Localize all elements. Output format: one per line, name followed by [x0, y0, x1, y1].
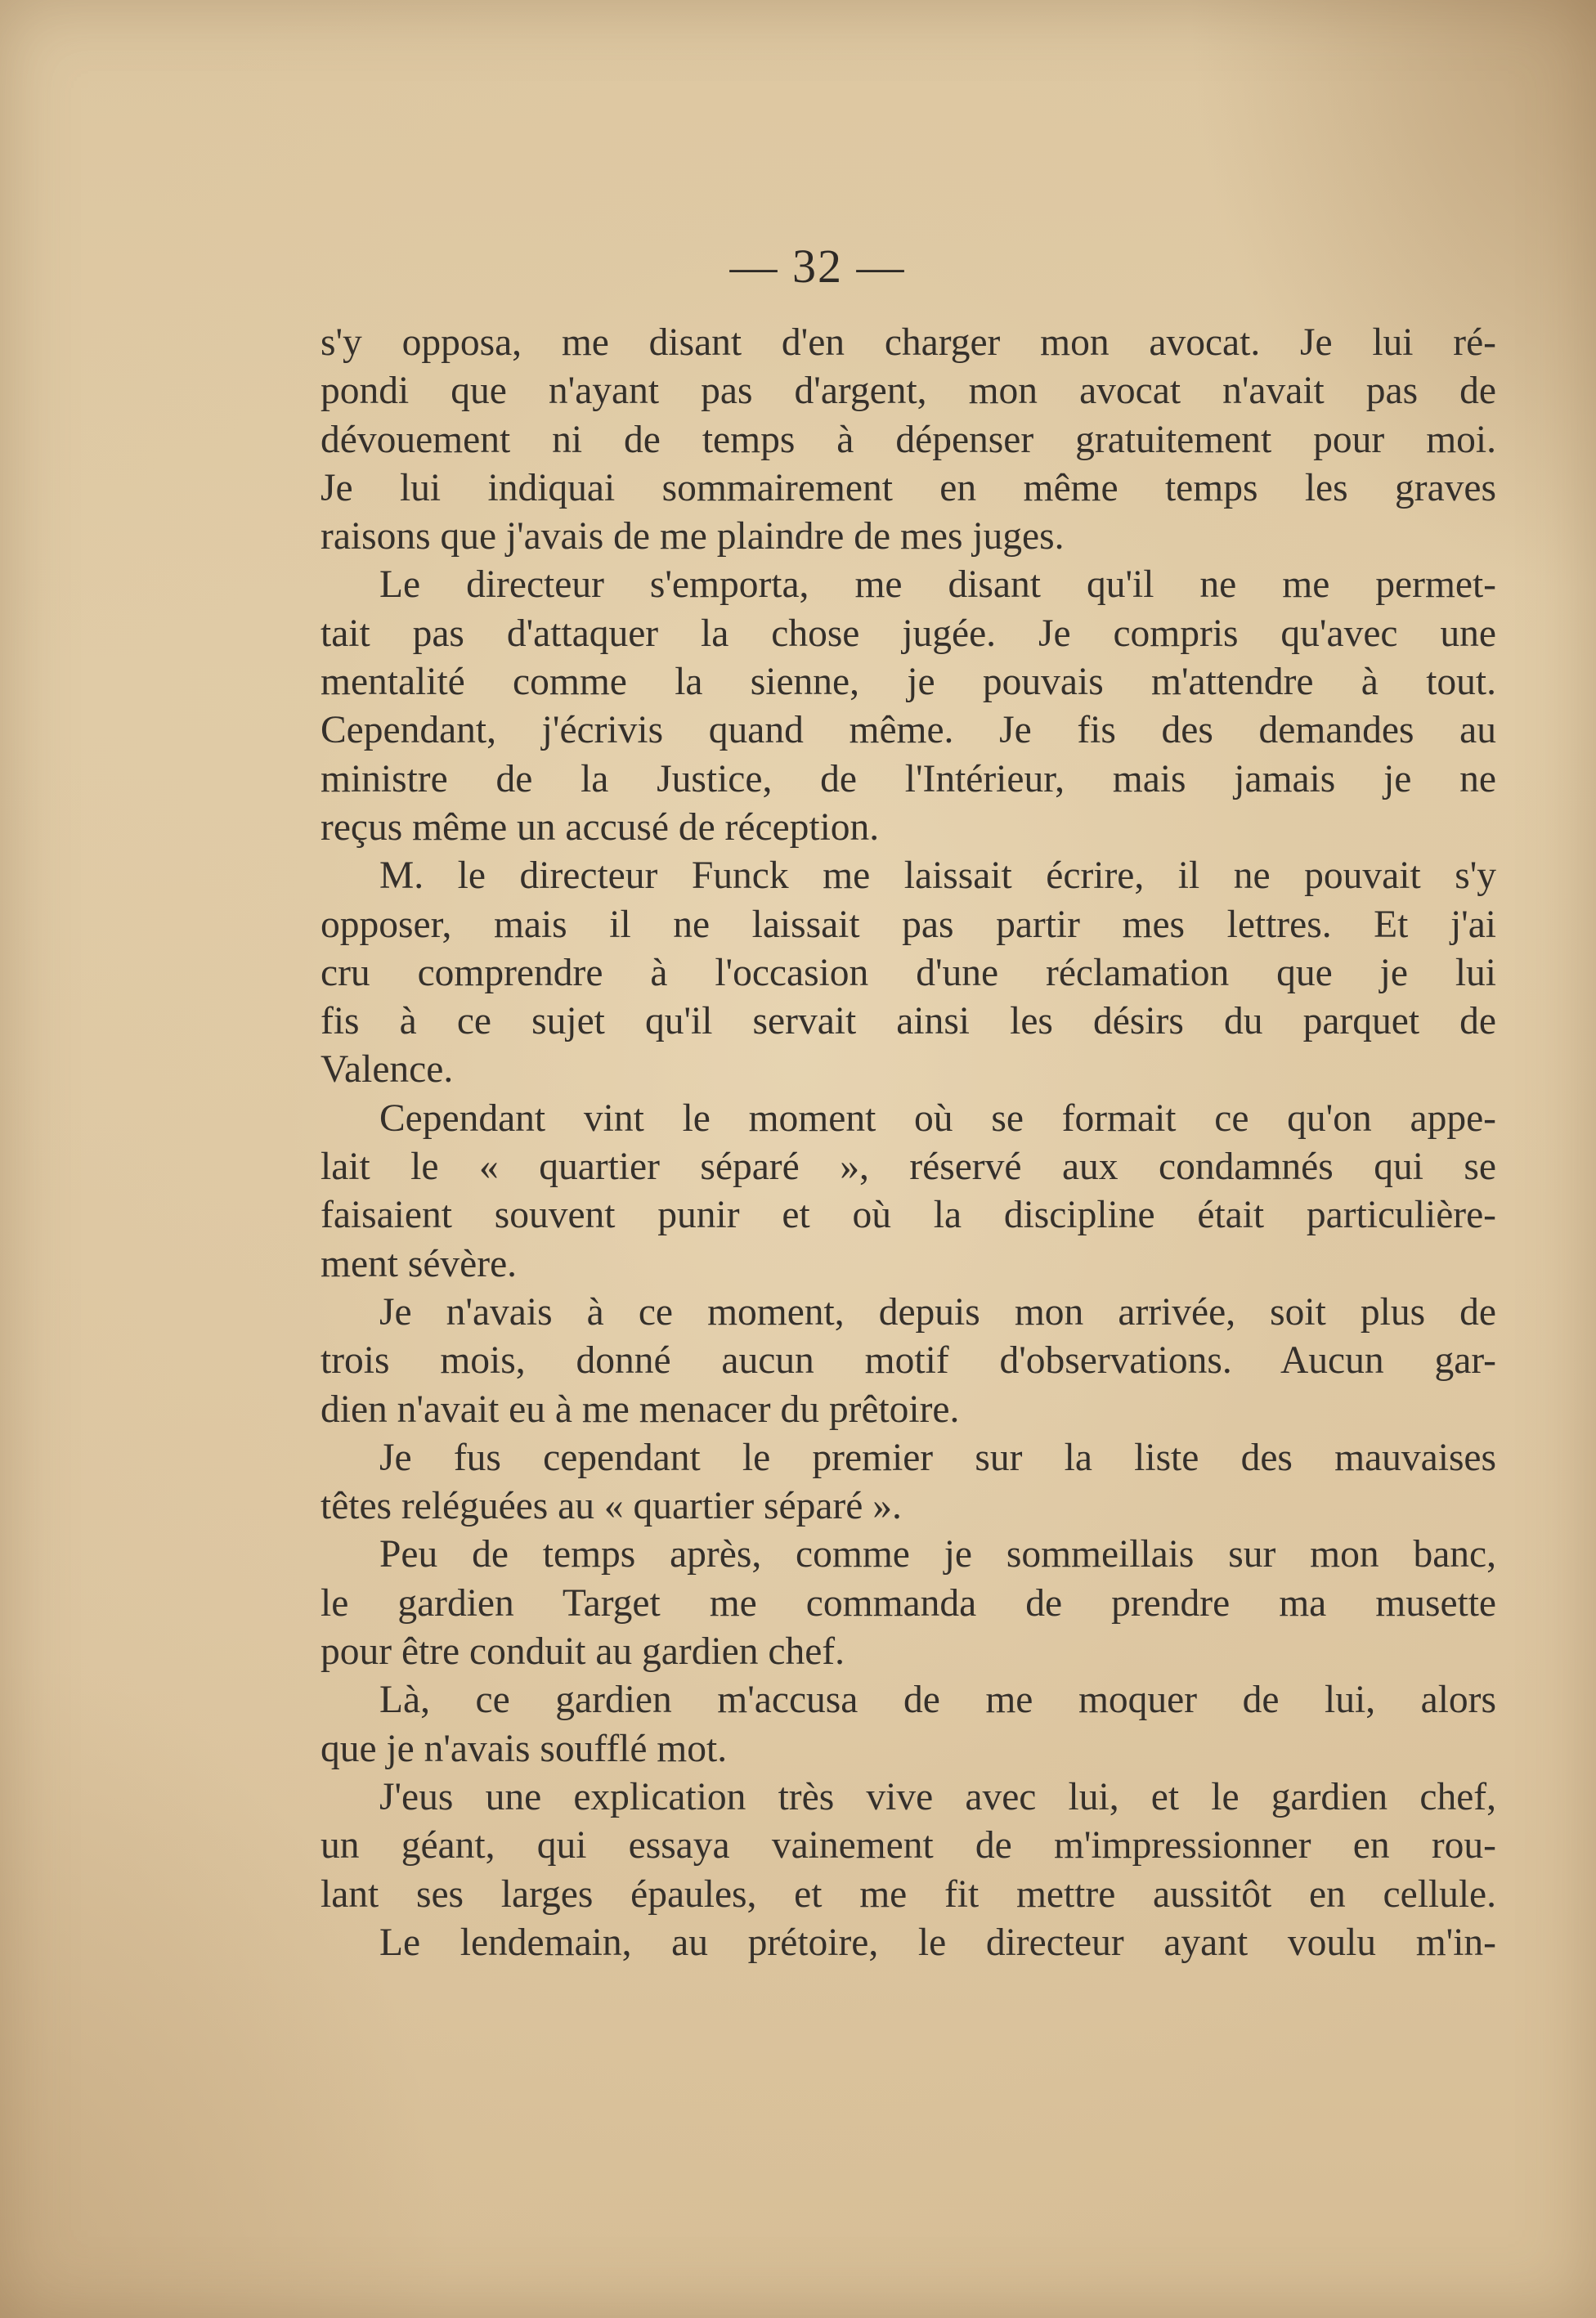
text-line: que je n'avais soufflé mot.: [321, 1727, 728, 1770]
text-line: tait pas d'attaquer la chose jugée. Je compris qu'avec une: [321, 612, 1496, 655]
text-line: Cependant vint le moment où se formait ce qu'on appe-: [379, 1096, 1496, 1140]
text-line: le gardien Target me commanda de prendre ma musette: [321, 1581, 1496, 1625]
text-line: dévouement ni de temps à dépenser gratuitement pour moi.: [321, 418, 1496, 461]
body-text: [321, 319, 1496, 1967]
text-line: Cependant, j'écrivis quand même. Je fis des demandes au: [321, 709, 1496, 752]
text-line: fis à ce sujet qu'il servait ainsi les désirs du parquet de: [321, 1000, 1496, 1043]
page-number: — 32 —: [729, 240, 906, 293]
text-line: Je lui indiquai sommairement en même temps les graves: [321, 466, 1496, 509]
text-line: raisons que j'avais de me plaindre de mes juges.: [321, 515, 1065, 558]
text-line: reçus même un accusé de réception.: [321, 805, 880, 849]
text-line: un géant, qui essaya vainement de m'impressionner en rou-: [321, 1824, 1496, 1867]
text-line: Peu de temps après, comme je sommeillais sur mon banc,: [379, 1533, 1496, 1576]
text-line: lait le « quartier séparé », réservé aux condamnés qui se: [321, 1146, 1496, 1189]
text-line: ment sévère.: [321, 1242, 518, 1285]
text-line: Je fus cependant le premier sur la liste des mauvaises: [379, 1436, 1496, 1479]
text-line: Le directeur s'emporta, me disant qu'il ne me permet-: [379, 563, 1496, 607]
text-line: ministre de la Justice, de l'Intérieur, mais jamais je ne: [321, 757, 1496, 800]
text-line: trois mois, donné aucun motif d'observations. Aucun gar-: [321, 1339, 1496, 1383]
text-line: Le lendemain, au prétoire, le directeur ayant voulu m'in-: [379, 1921, 1496, 1964]
text-line: Là, ce gardien m'accusa de me moquer de lui, alors: [379, 1679, 1496, 1722]
text-line: têtes reléguées au « quartier séparé ».: [321, 1485, 902, 1528]
text-line: cru comprendre à l'occasion d'une réclamation que je lui: [321, 951, 1496, 994]
text-line: Je n'avais à ce moment, depuis mon arrivée, soit plus de: [379, 1290, 1496, 1334]
text-line: mentalité comme la sienne, je pouvais m'attendre à tout.: [321, 661, 1496, 704]
text-line: s'y opposa, me disant d'en charger mon avocat. Je lui ré-: [321, 321, 1496, 364]
text-line: pour être conduit au gardien chef.: [321, 1630, 845, 1674]
text-line: lant ses larges épaules, et me fit mettre aussitôt en cellule.: [321, 1872, 1496, 1916]
text-line: dien n'avait eu à me menacer du prêtoire.: [321, 1388, 960, 1431]
text-line: J'eus une explication très vive avec lui, et le gardien chef,: [379, 1775, 1496, 1818]
text-line: opposer, mais il ne laissait pas partir mes lettres. Et j'ai: [321, 903, 1496, 946]
text-line: M. le directeur Funck me laissait écrire, il ne pouvait s'y: [379, 854, 1496, 898]
text-line: faisaient souvent punir et où la discipline était particulière-: [321, 1194, 1496, 1237]
text-line: Valence.: [321, 1048, 454, 1092]
text-line: pondi que n'ayant pas d'argent, mon avocat n'avait pas de: [321, 370, 1496, 413]
